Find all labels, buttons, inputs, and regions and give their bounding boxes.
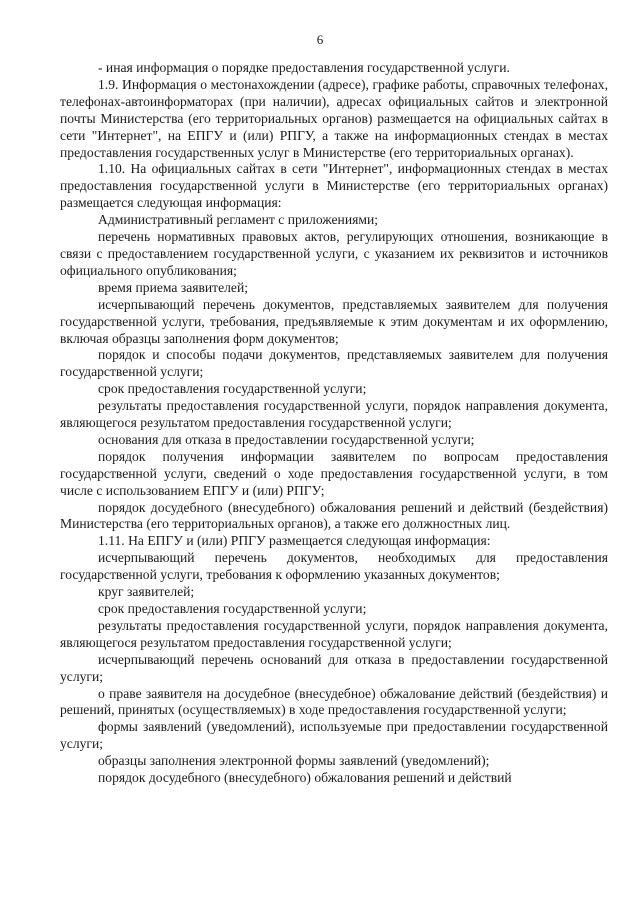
paragraph: результаты предоставления государственной услуги, порядок направления документа, являющегося результатом предоставления государственной услуги; — [60, 398, 608, 431]
paragraph: формы заявлений (уведомлений), используемые при предоставлении государственной услуги; — [60, 719, 608, 752]
paragraph: основания для отказа в предоставлении государственной услуги; — [98, 431, 475, 447]
paragraph: перечень нормативных правовых актов, регулирующих отношения, возникающие в связи с предоставлением государственной услуги, с указанием их реквизитов и источников официального опубликования; — [60, 229, 608, 278]
paragraph: срок предоставления государственной услуги; — [98, 381, 367, 397]
document-body — [60, 60, 608, 787]
paragraph: результаты предоставления государственной услуги, порядок направления документа, являющегося результатом предоставления государственной услуги; — [60, 617, 608, 650]
paragraph: - иная информация о порядке предоставления государственной услуги. — [98, 60, 510, 75]
paragraph: время приема заявителей; — [98, 279, 249, 295]
paragraph: образцы заполнения электронной формы заявлений (уведомлений); — [98, 753, 490, 769]
paragraph: Административный регламент с приложениями; — [98, 212, 378, 228]
paragraph: 1.10. На официальных сайтах в сети "Интернет", информационных стендах в местах предоставления государственной услуги в Министерстве (его территориальных органах) размещается следующая информация: — [60, 161, 608, 211]
paragraph: порядок и способы подачи документов, представляемых заявителем для получения государственной услуги; — [60, 347, 608, 380]
page-number: 6 — [316, 32, 324, 47]
paragraph: 1.9. Информация о местонахождении (адресе), графике работы, справочных телефонах, телефонах-автоинформаторах (при наличии), адресах официальных сайтов и электронной почты Министерства (его территориальных органов) размещается на официальных сайтах в сети "Интернет", на ЕПГУ и (или) РПГУ, а также на информационных стендах в местах предоставления государственных услуг в Министерстве (его территориальных органах). — [60, 76, 608, 160]
paragraph: о праве заявителя на досудебное (внесудебное) обжалование действий (бездействия) и решений, принятых (осуществляемых) в ходе предоставления государственной услуги; — [60, 685, 608, 718]
paragraph: исчерпывающий перечень оснований для отказа в предоставлении государственной услуги; — [60, 651, 608, 684]
paragraph: срок предоставления государственной услуги; — [98, 601, 367, 616]
paragraph: порядок получения информации заявителем по вопросам предоставления государственной услуги, сведений о ходе предоставления государственной услуги, в том числе с использованием ЕПГУ и (или) РПГУ; — [60, 448, 608, 498]
paragraph: круг заявителей; — [98, 584, 195, 600]
paragraph: исчерпывающий перечень документов, представляемых заявителем для получения государственной услуги, требования, предъявляемые к этим документам и их оформлению, включая образцы заполнения форм документов; — [60, 296, 608, 346]
paragraph: 1.11. На ЕПГУ и (или) РПГУ размещается следующая информация: — [98, 533, 491, 549]
paragraph: порядок досудебного (внесудебного) обжалования решений и действий — [98, 770, 512, 786]
paragraph: исчерпывающий перечень документов, необходимых для предоставления государственной услуги, требования к оформлению указанных документов; — [60, 550, 608, 583]
paragraph: порядок досудебного (внесудебного) обжалования решений и действий (бездействия) Министерства (его территориальных органов), а также его должностных лиц. — [60, 499, 608, 532]
